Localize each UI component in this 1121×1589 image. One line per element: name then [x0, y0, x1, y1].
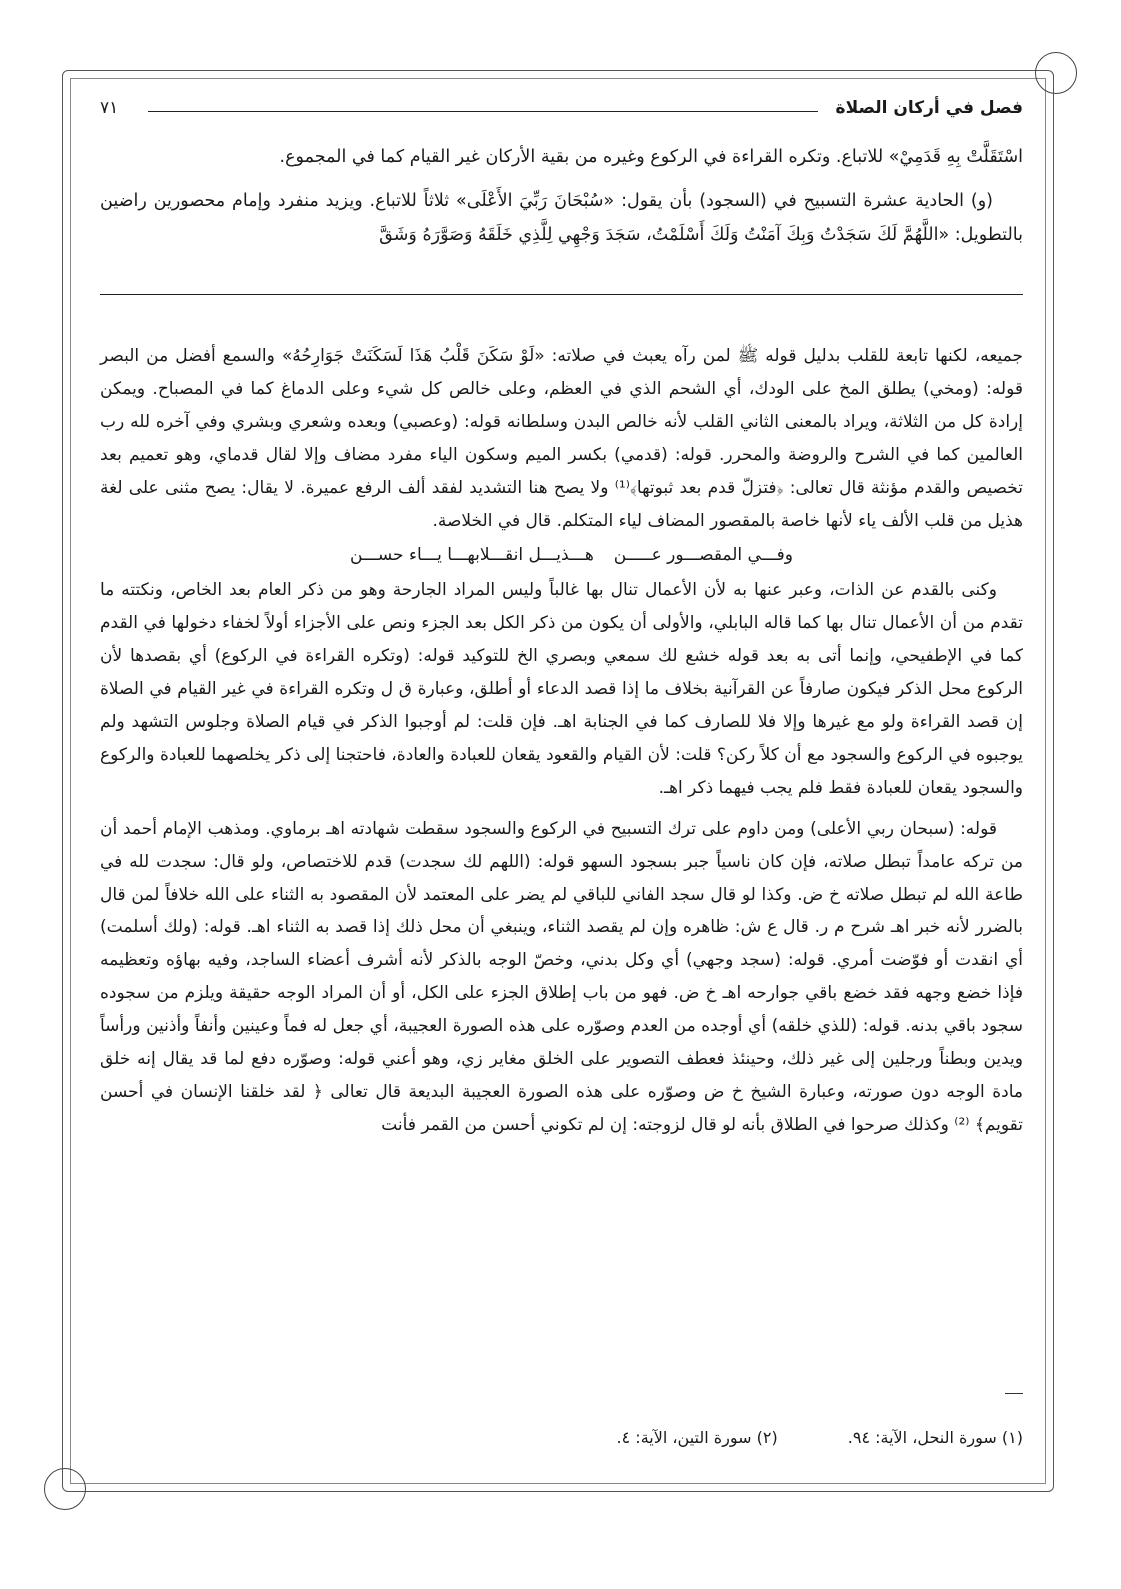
commentary-paragraph: قوله: (سبحان ربي الأعلى) ومن داوم على ترك التسبيح في الركوع والسجود سقطت شهادته اهـ برماوي. ومذهب الإمام أحمد أن من تركه عامداً تبطل صلاته، فإن كان ناسياً جبر بسجود السهو قوله: (اللهم لك سجدت) قدم للاختصاص، ولو قال: سجدت لله في طاعة الله لم تبطل صلاته خ ض. وكذا لو قال سجد الفاني للباقي لم يضر على المعتمد لأن المقصود به الثناء على الله خلافاً لمن قال بالضرر لأنه خبر اهـ شرح م ر. قال ع ش: ظاهره وإن لم يقصد الثناء، وينبغي أن محل ذلك إذا قصد به الثناء اهـ. قوله: (ولك أسلمت) أي انقدت أو فوّضت أمري. قوله: (سجد وجهي) أي وكل بدني، وخصّ الوجه بالذكر لأنه أشرف أعضاء الساجد، وفيه بهاؤه وتعظيمه فإذا خضع وجهه فقد خضع باقي جوارحه اهـ خ ض. فهو من باب إطلاق الجزء على الكل، أو أن المراد الوجه حقيقة ويلزم من سجوده سجود باقي بدنه. قوله: (للذي خلقه) أي أوجده من العدم وصوّره على هذه الصورة العجيبة، أي جعل له فماً وعينين وأنفاً وأذنين ورأساً ويدين وبطناً ورجلين إلى غير ذلك، وحينئذ فعطف التصوير على الخلق مغاير زي، وهو أعني قوله: وصوّره دفع لما قد يقال إنه خلق مادة الوجه دون صورته، وعبارة الشيخ خ ض وصوّره على هذه الصورة العجيبة البديعة قال تعالى ﴿ لقد خلقنا الإنسان في أحسن تقويم﴾ ⁽²⁾ وكذلك صرحوا في الطلاق بأنه لو قال لزوجته: إن لم تكوني أحسن من القمر فأنت [100, 818, 1023, 1135]
corner-ornament-top-right [1035, 52, 1077, 94]
main-text-paragraph: اسْتَقَلَّتْ بِهِ قَدَمِيْ» للاتباع. وتكره القراءة في الركوع وغيره من بقية الأركان غير القيام كما في المجموع. [279, 147, 1023, 167]
footnotes [100, 1428, 1023, 1447]
verse-second-hemistich: هـــذيـــل انقـــلابهـــا يـــاء حســـن [350, 545, 594, 566]
corner-ornament-bottom-left [44, 1468, 86, 1510]
page-number: ٧١ [100, 98, 119, 118]
verse-first-hemistich: وفـــي المقصـــور عـــــن [613, 545, 793, 566]
footnote-1: (١) سورة النحل، الآية: ٩٤. [847, 1428, 1023, 1447]
main-text-paragraph: (و) الحادية عشرة التسبيح في (السجود) بأن يقول: «سُبْحَانَ رَبِّيَ الأَعْلَى» ثلاثاً للاتباع. ويزيد منفرد وإمام محصورين راضين بالتطويل: «اللَّهُمَّ لَكَ سَجَدْتُ وَبِكَ آمَنْتُ وَلَكَ أَسْلَمْتُ، سَجَدَ وَجْهِي لِلَّذِي خَلَقَهُ وَصَوَّرَهُ وَشَقَّ [100, 191, 1023, 245]
page-header [100, 98, 1023, 126]
running-title: فصل في أركان الصلاة [835, 98, 1023, 118]
footnote-2: (٢) سورة التين، الآية: ٤. [616, 1428, 778, 1447]
commentary-paragraph: جميعه، لكنها تابعة للقلب بدليل قوله ﷺ لمن رآه يعبث في صلاته: «لَوْ سَكَنَ قَلْبُ هَذَا لَسَكَنَتْ جَوَارِحُهُ» والسمع أفضل من البصر قوله: (ومخي) يطلق المخ على الودك، أي الشحم الذي في العظم، وعلى خالص كل شيء وعلى الدماغ كما في المصباح. ويمكن إرادة كل من الثلاثة، ويراد بالمعنى الثاني القلب لأنه خالص البدن وسلطانه قوله: (وعصبي) وبعده وشعري وبشري وفي آخره لله رب العالمين كما في الشرح والروضة والمحرر. قوله: (قدمي) بكسر الميم وسكون الياء مفرد مضاف وإلا لقال قدماي، وهو تعميم بعد تخصيص والقدم مؤنثة قال تعالى: ﴿فتزلّ قدم بعد ثبوتها﴾⁽¹⁾ ولا يصح هنا التشديد لفقد ألف الرفع عميرة. لا يقال: يصح مثنى على لغة هذيل من قلب الألف ياء لأنها خاصة بالمقصور المضاف لياء المتكلم. قال في الخلاصة. [100, 346, 1023, 531]
commentary [100, 340, 1023, 1142]
text-commentary-divider [100, 294, 1023, 295]
main-text [100, 140, 1023, 252]
footnote-rule [1005, 1393, 1023, 1394]
header-rule [148, 111, 818, 112]
commentary-paragraph: وكنى بالقدم عن الذات، وعبر عنها به لأن الأعمال تنال بها غالباً وليس المراد الجارحة وهو من ذكر العام بعد الخاص، ونكتته ما تقدم من أن الأعمال تنال بها كما قاله البابلي، والأولى أن يكون من ذكر الكل بعد الجزء ونص على الأجزاء أولاً لخفاء دخولها في القدم كما في الإطفيحي، وإنما أتى به بعد قوله خشع لك سمعي وبصري الخ للتوكيد قوله: (وتكره القراءة في الركوع) أي بقصدها لأن الركوع محل الذكر فيكون صارفاً عن القرآنية بخلاف ما إذا قصد الدعاء أو أطلق، وعبارة ق ل وتكره القراءة في غير القيام في الصلاة إن قصد القراءة ولو مع غيرها وإلا فلا للصارف كما في الجنابة اهـ. فإن قلت: لم أوجبوا الذكر في قيام الصلاة وجلوس التشهد ولم يوجبوه في الركوع والسجود مع أن كلاً ركن؟ قلت: لأن القيام والقعود يقعان للعبادة والعادة، فاحتجنا إلى ذكر يخلصهما للعبادة والركوع والسجود يقعان للعبادة فقط فلم يجب فيهما ذكر اهـ. [100, 580, 1023, 798]
verse-line [100, 539, 1023, 572]
